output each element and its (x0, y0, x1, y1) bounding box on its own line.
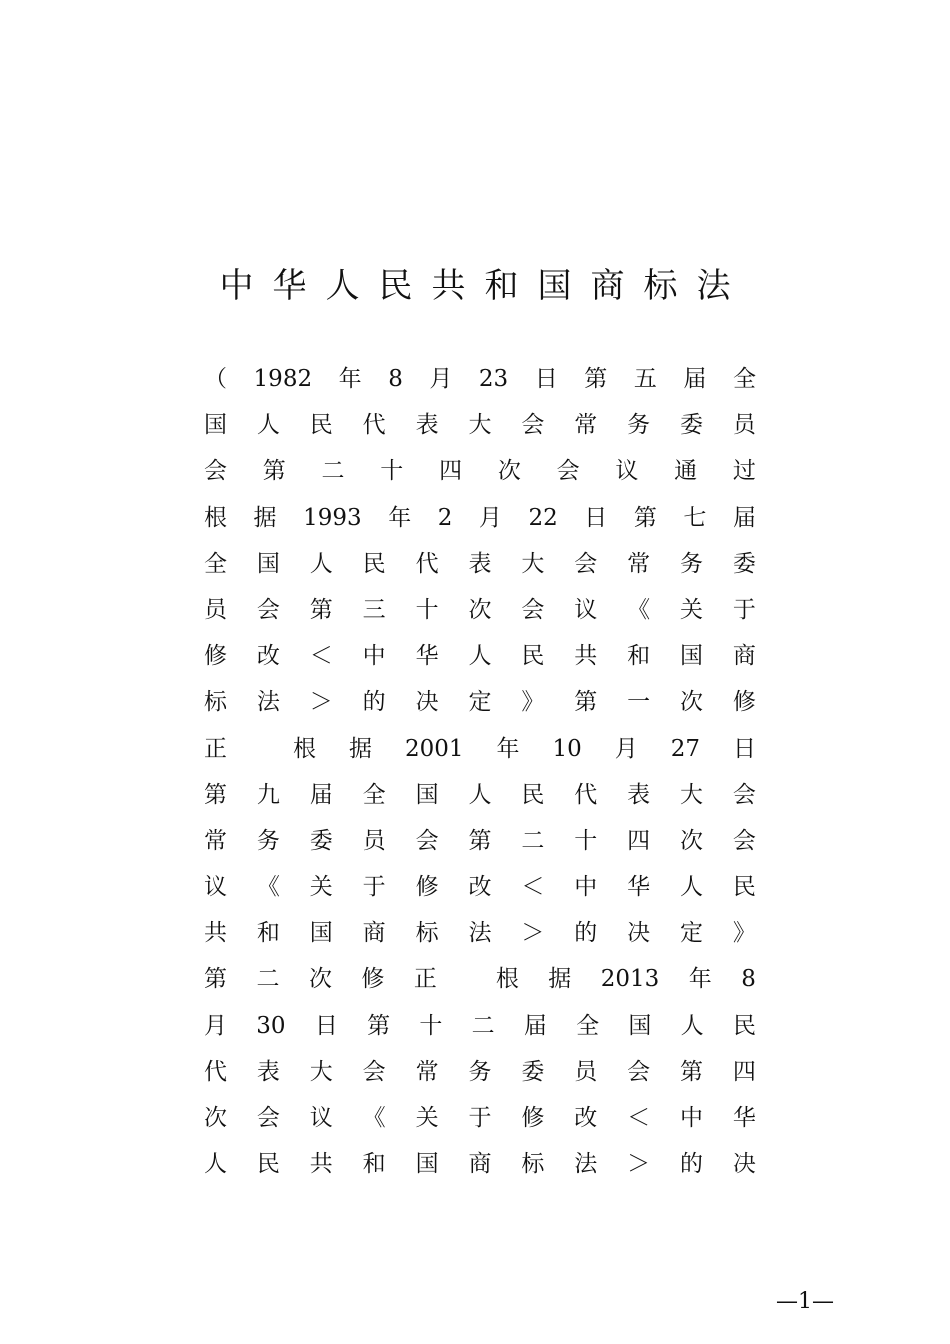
text-token: 根 (495, 966, 519, 993)
text-token: 改 (468, 874, 492, 901)
text-token: 次 (468, 596, 492, 623)
text-token: 第 (468, 827, 492, 854)
text-token: ＜ (309, 643, 333, 670)
text-token: 员 (732, 412, 756, 439)
text-token: 法 (468, 920, 492, 947)
text-token: 九 (256, 781, 280, 808)
text-token: 次 (308, 966, 332, 993)
text-token: 四 (439, 458, 463, 485)
text-token: 届 (683, 366, 707, 392)
text-token: 据 (348, 735, 372, 762)
text-token: 委 (680, 412, 704, 439)
text-token: 会 (521, 596, 545, 623)
text-token: 表 (627, 781, 651, 808)
text-token: 关 (680, 596, 704, 623)
text-token: 务 (468, 1058, 492, 1085)
text-token: 二 (521, 827, 545, 854)
text-token: 华 (732, 1105, 756, 1131)
text-token: 务 (256, 827, 280, 854)
text-token: 第 (262, 458, 286, 485)
text-line (204, 772, 756, 818)
text-token: 日 (732, 735, 756, 762)
text-token: 月 (204, 1012, 227, 1039)
text-token: 华 (415, 643, 439, 670)
text-token: 国 (680, 643, 704, 670)
text-token: 大 (309, 1058, 333, 1085)
text-token: 会 (556, 458, 580, 485)
text-token: 日 (584, 504, 608, 531)
text-token: 二 (471, 1012, 495, 1039)
text-line (204, 726, 756, 772)
text-token: 民 (521, 643, 545, 670)
text-token: 于 (468, 1105, 492, 1131)
text-line (204, 818, 756, 864)
text-token: ＞ (521, 920, 545, 947)
text-token: ＜ (521, 874, 545, 901)
text-token: 》 (732, 920, 756, 947)
text-token: 次 (680, 689, 704, 716)
text-token: 月 (478, 504, 502, 531)
text-token: 华 (627, 874, 651, 901)
text-token: 标 (521, 1151, 545, 1178)
text-token: 第 (367, 1012, 391, 1039)
text-token: 会 (362, 1058, 386, 1085)
text-token: 会 (256, 596, 280, 623)
text-token: 次 (680, 827, 704, 854)
text-token: 1993 (303, 504, 362, 531)
text-token: 全 (204, 550, 227, 577)
text-token: 人 (468, 781, 492, 808)
text-token: 民 (521, 781, 545, 808)
text-token: 国 (309, 920, 333, 947)
text-token: 改 (574, 1105, 598, 1131)
text-token: 法 (574, 1151, 598, 1178)
text-token: 议 (615, 458, 639, 485)
text-token: 中 (362, 643, 386, 670)
text-token: 1982 (253, 366, 313, 392)
text-token: 委 (309, 827, 333, 854)
text-token: 2001 (404, 735, 464, 762)
text-token: 的 (362, 689, 386, 716)
text-token: 民 (309, 412, 333, 439)
text-token: 修 (204, 643, 227, 670)
text-token: 常 (574, 412, 598, 439)
text-token: 代 (204, 1058, 227, 1085)
text-token: 国 (256, 550, 280, 577)
text-token: 会 (732, 781, 756, 808)
text-token: 《 (256, 874, 280, 901)
text-token: 国 (415, 781, 439, 808)
text-token: 8 (741, 966, 756, 993)
text-token: 次 (204, 1105, 227, 1131)
text-token: 正 (413, 966, 437, 993)
text-token: 2 (437, 504, 453, 531)
text-token: 通 (674, 458, 698, 485)
text-line (204, 956, 756, 1002)
text-token: 大 (521, 550, 545, 577)
text-token: 于 (732, 596, 756, 623)
text-token: 四 (627, 827, 651, 854)
page-number: —1— (776, 1289, 834, 1314)
text-line (204, 541, 756, 587)
text-token: 日 (534, 366, 558, 392)
text-token: 据 (253, 504, 277, 531)
text-token: ＞ (309, 689, 333, 716)
page-title: 中华人民共和国商标法 (219, 266, 750, 306)
text-token: 年 (496, 735, 520, 762)
text-token: 委 (732, 550, 756, 577)
text-token: 五 (633, 366, 657, 392)
text-token: 30 (256, 1012, 286, 1039)
text-line (204, 679, 756, 725)
text-token: 会 (574, 550, 598, 577)
text-token: 员 (574, 1058, 598, 1085)
text-token: 月 (429, 366, 453, 392)
text-token: 务 (680, 550, 704, 577)
text-token: 全 (732, 366, 756, 392)
text-token: 二 (256, 966, 280, 993)
text-token: 10 (552, 735, 582, 762)
text-token: 员 (204, 596, 227, 623)
text-token: 8 (388, 366, 403, 392)
text-token: 决 (732, 1151, 756, 1178)
text-token: 三 (362, 596, 386, 623)
text-token: 人 (680, 1012, 704, 1039)
text-token: 务 (627, 412, 651, 439)
text-token: 日 (314, 1012, 338, 1039)
text-token: 人 (468, 643, 492, 670)
text-token: 决 (415, 689, 439, 716)
text-token: 改 (256, 643, 280, 670)
text-token: 过 (732, 458, 756, 485)
text-token: 第 (633, 504, 657, 531)
text-token: ＜ (627, 1105, 651, 1131)
text-token: 第 (204, 781, 227, 808)
text-token: 七 (683, 504, 707, 531)
text-token: 共 (574, 643, 598, 670)
text-token: 关 (309, 874, 333, 901)
text-line (204, 1095, 756, 1141)
text-token: 修 (361, 966, 385, 993)
text-token: 国 (415, 1151, 439, 1178)
text-token: 修 (521, 1105, 545, 1131)
text-token: 的 (574, 920, 598, 947)
text-token: 《 (627, 596, 651, 623)
text-token: 表 (415, 412, 439, 439)
text-token: 一 (627, 689, 651, 716)
text-token: 》 (521, 689, 545, 716)
text-token: 决 (627, 920, 651, 947)
text-token: 2013 (600, 966, 660, 993)
text-token: 27 (670, 735, 700, 762)
text-token: 根 (292, 735, 316, 762)
text-token: 代 (574, 781, 598, 808)
text-token: 次 (497, 458, 521, 485)
text-token: 常 (204, 827, 227, 854)
text-token: 民 (256, 1151, 280, 1178)
text-token: 人 (309, 550, 333, 577)
text-token: 商 (362, 920, 386, 947)
text-token: 会 (627, 1058, 651, 1085)
text-line (204, 587, 756, 633)
text-token: 国 (628, 1012, 652, 1039)
text-token: 会 (415, 827, 439, 854)
text-token: 法 (256, 689, 280, 716)
text-token: 届 (732, 504, 756, 531)
text-token: 第 (680, 1058, 704, 1085)
text-token: 共 (204, 920, 227, 947)
text-token: 修 (732, 689, 756, 716)
text-token: 常 (627, 550, 651, 577)
text-token: 正 (204, 735, 227, 762)
text-token: 第 (309, 596, 333, 623)
text-token: 和 (256, 920, 280, 947)
text-token: 商 (732, 643, 756, 670)
text-token: 人 (680, 874, 704, 901)
text-token: 国 (204, 412, 227, 439)
text-token: 员 (362, 827, 386, 854)
text-token: 会 (732, 827, 756, 854)
text-token: 《 (362, 1105, 386, 1131)
text-token: 大 (680, 781, 704, 808)
text-token: 四 (732, 1058, 756, 1085)
text-token: 人 (256, 412, 280, 439)
text-line (204, 633, 756, 679)
text-token: 第 (204, 966, 227, 993)
text-token: 人 (204, 1151, 227, 1178)
text-token: 修 (415, 874, 439, 901)
text-token: 会 (521, 412, 545, 439)
text-token: 根 (204, 504, 227, 531)
text-token: 的 (680, 1151, 704, 1178)
text-token: 定 (468, 689, 492, 716)
text-token: 大 (468, 412, 492, 439)
text-token: 二 (321, 458, 345, 485)
text-token: 标 (415, 920, 439, 947)
text-token: 委 (521, 1058, 545, 1085)
text-line (204, 356, 756, 402)
text-token: 定 (680, 920, 704, 947)
text-line (204, 864, 756, 910)
text-token: 十 (574, 827, 598, 854)
text-token: 第 (584, 366, 608, 392)
text-token: 十 (415, 596, 439, 623)
text-token: 议 (309, 1105, 333, 1131)
text-line (204, 448, 756, 494)
text-token: 和 (627, 643, 651, 670)
text-line (204, 402, 756, 448)
text-token: 常 (415, 1058, 439, 1085)
text-token: 表 (468, 550, 492, 577)
text-token: 22 (528, 504, 558, 531)
text-token: 年 (688, 966, 712, 993)
text-token: 年 (388, 504, 412, 531)
text-token: 23 (478, 366, 509, 392)
text-token: 和 (362, 1151, 386, 1178)
text-line (204, 1003, 756, 1049)
text-token: 商 (468, 1151, 492, 1178)
text-token: 共 (309, 1151, 333, 1178)
text-token: ＞ (627, 1151, 651, 1178)
text-line (204, 1049, 756, 1095)
text-token: 议 (574, 596, 598, 623)
text-line (204, 1141, 756, 1187)
text-token: 议 (204, 874, 227, 901)
text-token: 于 (362, 874, 386, 901)
text-token: 第 (574, 689, 598, 716)
text-token: 表 (256, 1058, 280, 1085)
text-token: 会 (256, 1105, 280, 1131)
text-token: 月 (614, 735, 638, 762)
text-line (204, 910, 756, 956)
document-body (204, 356, 756, 1187)
text-token: 届 (523, 1012, 547, 1039)
text-token: 据 (548, 966, 572, 993)
text-token: 标 (204, 689, 227, 716)
text-token: 全 (362, 781, 386, 808)
text-token: 关 (415, 1105, 439, 1131)
text-token: 届 (309, 781, 333, 808)
text-token: 全 (576, 1012, 600, 1039)
text-token: 会 (204, 458, 227, 485)
text-token: 民 (732, 874, 756, 901)
text-token: 民 (362, 550, 386, 577)
text-token: 十 (380, 458, 404, 485)
text-token: 十 (419, 1012, 443, 1039)
text-token: 代 (415, 550, 439, 577)
text-token: （ (204, 366, 227, 392)
text-token: 民 (732, 1012, 756, 1039)
text-token: 中 (574, 874, 598, 901)
text-token: 年 (338, 366, 362, 392)
text-line (204, 495, 756, 541)
text-token: 代 (362, 412, 386, 439)
text-token: 中 (680, 1105, 704, 1131)
